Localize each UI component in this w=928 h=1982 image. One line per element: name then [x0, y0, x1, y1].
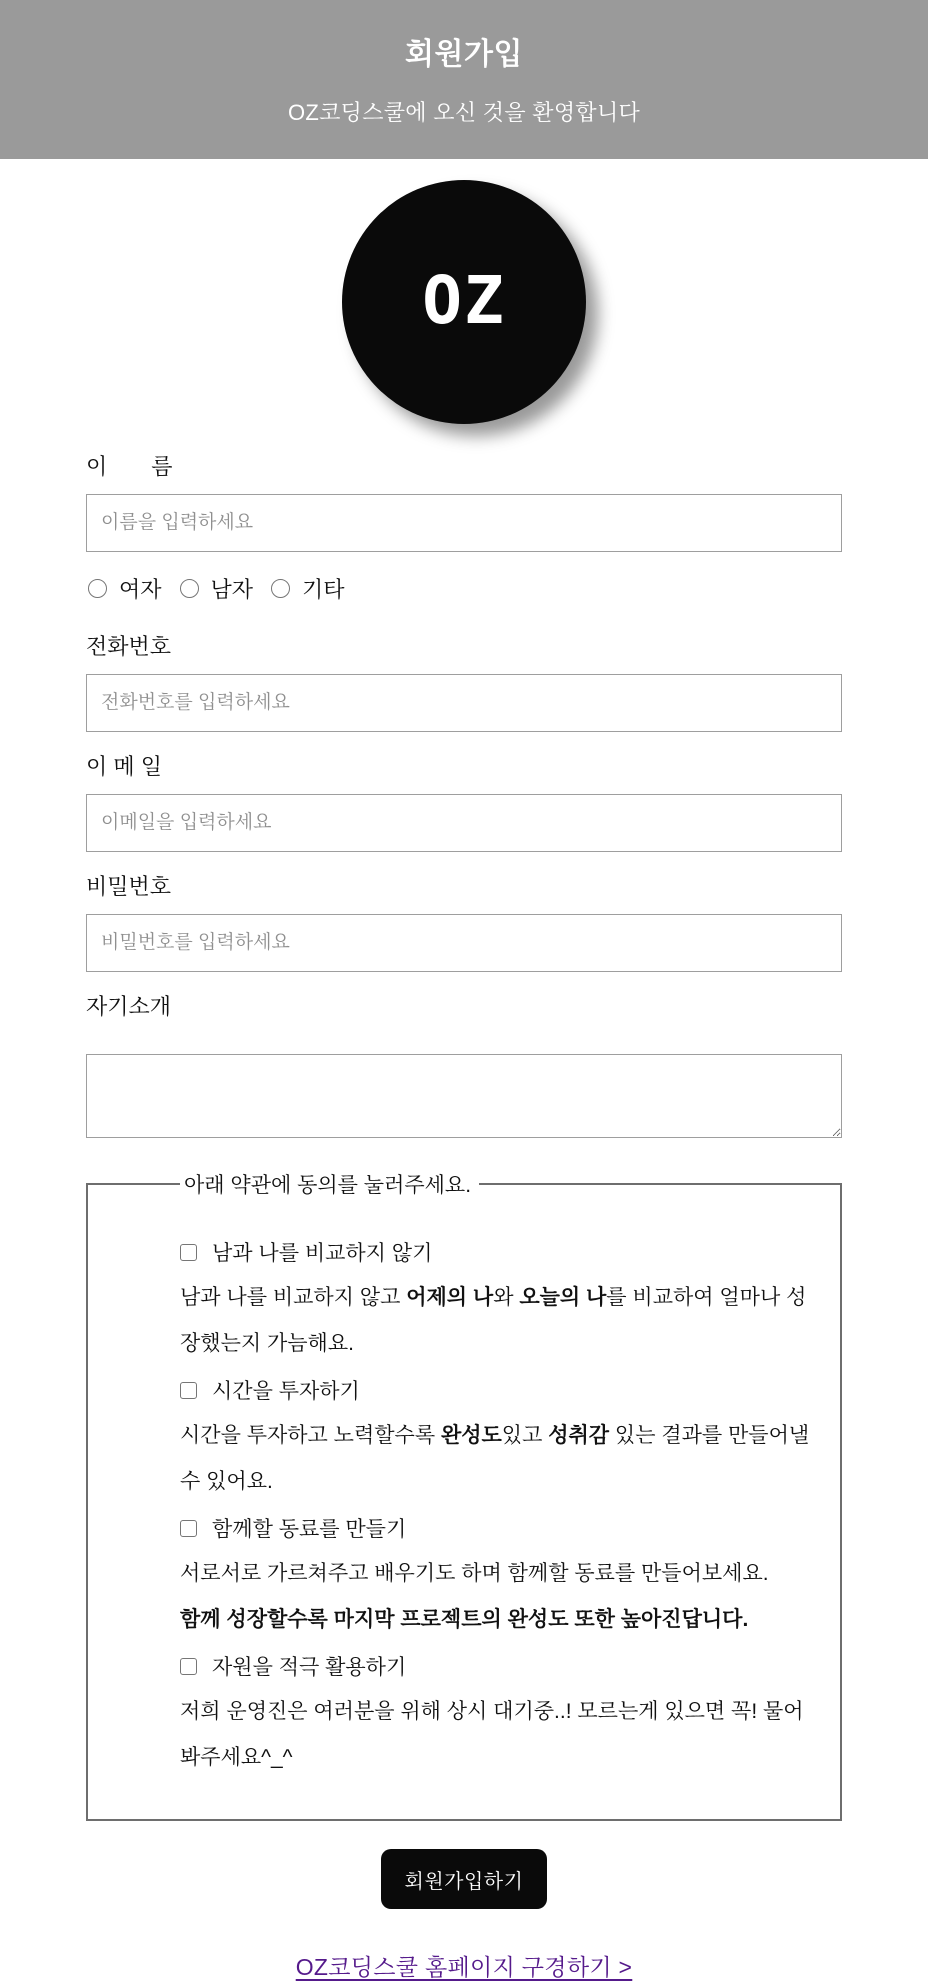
- desc-text: 를 비교하여 얼마나 성장했는지 가늠해요.: [180, 1286, 807, 1355]
- gender-radio-group: [86, 573, 842, 604]
- agreement-item-3[interactable]: [180, 1505, 822, 1551]
- desc-bold: 함께 성장할수록 마지막 프로젝트의 완성도 또한 높아진답니다.: [180, 1608, 749, 1631]
- desc-text: 있는 결과를 만들어낼 수 있어요.: [180, 1424, 810, 1493]
- intro-label: 자기소개: [86, 994, 172, 1019]
- desc-text: 있고: [501, 1424, 549, 1447]
- gender-option-female[interactable]: [88, 573, 162, 604]
- agreement-item-1-label: 남과 나를 비교하지 않기: [212, 1242, 433, 1265]
- email-label: 이 메 일: [86, 754, 162, 779]
- agreement-item-4[interactable]: [180, 1643, 822, 1689]
- oz-logo: [342, 180, 586, 424]
- desc-text: 저희 운영진은 여러분을 위해 상시 대기중..! 모르는게 있으면 꼭! 물어봐주세요^_^: [180, 1700, 804, 1769]
- name-field: [86, 450, 842, 552]
- signup-title: 회원가입: [405, 38, 523, 71]
- other-radio-label: 기타: [302, 577, 345, 602]
- other-radio-icon[interactable]: [271, 579, 290, 598]
- desc-text: 서로서로 가르쳐주고 배우기도 하며 함께할 동료를 만들어보세요.: [180, 1562, 769, 1585]
- agreement-item-2-desc: [180, 1413, 822, 1505]
- agreement-item-4-desc: [180, 1689, 822, 1781]
- male-radio-icon[interactable]: [180, 579, 199, 598]
- phone-field: [86, 630, 842, 732]
- compare-checkbox-icon[interactable]: [180, 1244, 197, 1261]
- desc-bold: 성취감: [548, 1424, 610, 1447]
- desc-bold: 오늘의 나: [519, 1286, 607, 1309]
- name-label: 이 름: [86, 454, 173, 479]
- homepage-link[interactable]: OZ코딩스쿨 홈페이지 구경하기 >: [295, 1954, 633, 1980]
- submit-row: [86, 1849, 842, 1909]
- female-radio-icon[interactable]: [88, 579, 107, 598]
- desc-text: 와: [493, 1286, 520, 1309]
- welcome-subtitle: OZ코딩스쿨에 오신 것을 환영합니다: [287, 100, 641, 125]
- agreement-item-2[interactable]: [180, 1367, 822, 1413]
- desc-text: 시간을 투자하고 노력할수록: [180, 1424, 441, 1447]
- gender-option-other[interactable]: [271, 573, 345, 604]
- desc-bold: 어제의 나: [406, 1286, 494, 1309]
- email-field: [86, 750, 842, 852]
- name-input[interactable]: [86, 494, 842, 552]
- phone-input[interactable]: [86, 674, 842, 732]
- gender-option-male[interactable]: [180, 573, 254, 604]
- intro-textarea[interactable]: [86, 1054, 842, 1138]
- female-radio-label: 여자: [119, 577, 162, 602]
- desc-text: 남과 나를 비교하지 않고: [180, 1286, 407, 1309]
- agreement-legend: 아래 약관에 동의를 눌러주세요.: [184, 1174, 472, 1197]
- signup-form: [86, 450, 842, 1982]
- time-checkbox-icon[interactable]: [180, 1382, 197, 1399]
- phone-label: 전화번호: [86, 634, 172, 659]
- male-radio-label: 남자: [210, 577, 254, 602]
- peers-checkbox-icon[interactable]: [180, 1520, 197, 1537]
- password-field: [86, 870, 842, 972]
- signup-button[interactable]: 회원가입하기: [381, 1849, 547, 1909]
- agreement-item-3-desc2: [180, 1597, 822, 1643]
- password-input[interactable]: [86, 914, 842, 972]
- oz-logo-text: OZ: [422, 261, 506, 339]
- email-input[interactable]: [86, 794, 842, 852]
- resources-checkbox-icon[interactable]: [180, 1658, 197, 1675]
- agreement-item-1[interactable]: [180, 1229, 822, 1275]
- agreement-item-1-desc: [180, 1275, 822, 1367]
- agreement-fieldset: [86, 1169, 842, 1821]
- page-header: [0, 0, 928, 159]
- logo-section: [0, 180, 928, 424]
- agreement-item-3-desc: [180, 1551, 822, 1597]
- agreement-item-4-label: 자원을 적극 활용하기: [212, 1656, 407, 1679]
- password-label: 비밀번호: [86, 874, 172, 899]
- agreement-item-3-label: 함께할 동료를 만들기: [212, 1518, 407, 1541]
- desc-bold: 완성도: [440, 1424, 502, 1447]
- intro-field: [86, 990, 842, 1138]
- agreement-item-2-label: 시간을 투자하기: [212, 1380, 360, 1403]
